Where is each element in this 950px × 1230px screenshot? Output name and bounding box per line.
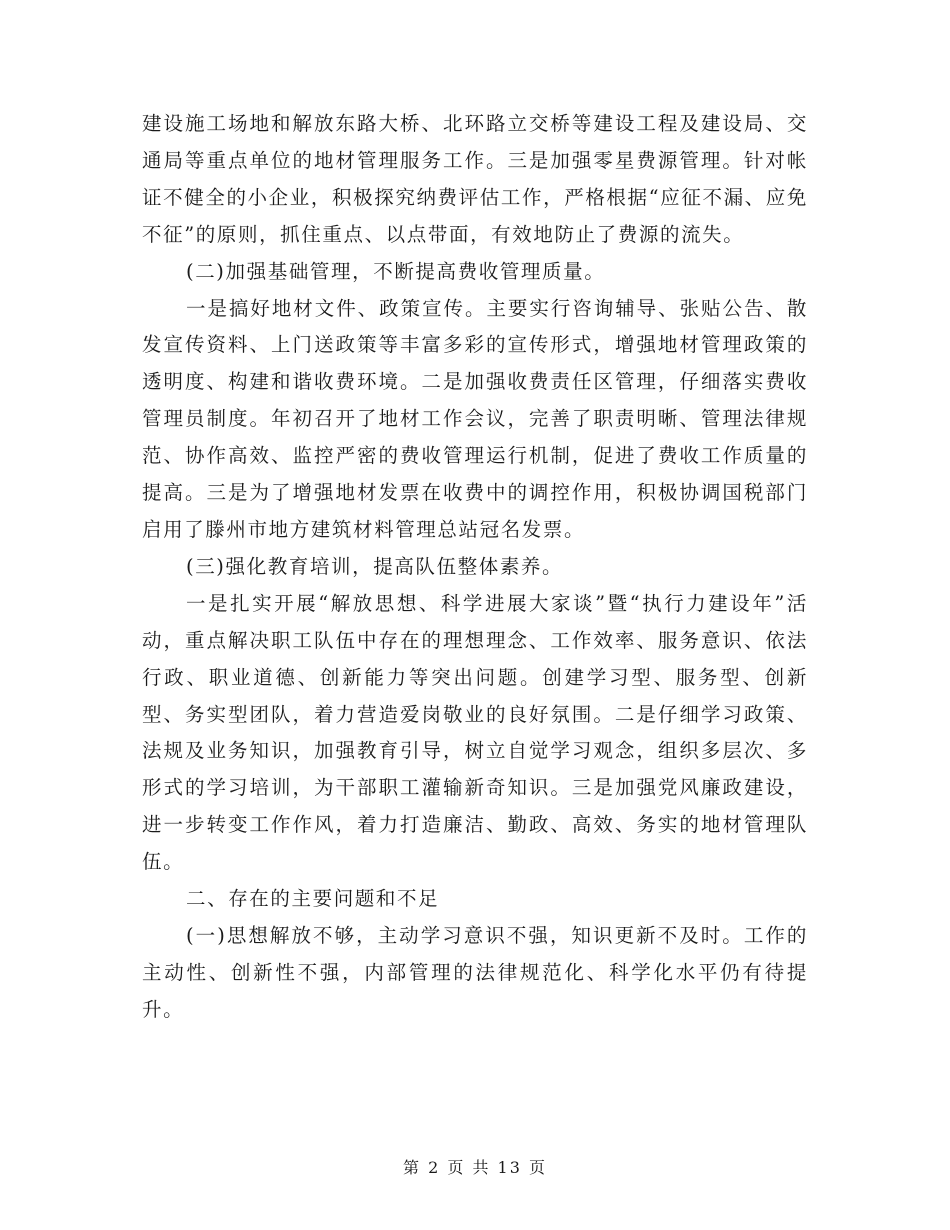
paragraph-basic-management: 一是搞好地材文件、政策宣传。主要实行咨询辅导、张贴公告、散发宣传资料、上门送政策等丰富多彩的宣传形式，增强地材管理政策的透明度、构建和谐收费环境。二是加强收费责任区管理，仔细落实费收管理员制度。年初召开了地材工作会议，完善了职责明晰、管理法律规范、协作高效、监控严密的费收管理运行机制，促进了费收工作质量的提高。三是为了增强地材发票在收费中的调控作用，积极协调国税部门启用了滕州市地方建筑材料管理总站冠名发票。 xyxy=(142,296,808,541)
section-heading-2: (二)加强基础管理，不断提高费收管理质量。 xyxy=(186,259,606,283)
paragraph-continuation: 建设施工场地和解放东路大桥、北环路立交桥等建设工程及建设局、交通局等重点单位的地材管理服务工作。三是加强零星费源管理。针对帐证不健全的小企业，积极探究纳费评估工作，严格根据“应征不漏、应免不征”的原则，抓住重点、以点带面，有效地防止了费源的流失。 xyxy=(142,112,808,246)
paragraph-education-training: 一是扎实开展“解放思想、科学进展大家谈”暨“执行力建设年”活动，重点解决职工队伍中存在的理想理念、工作效率、服务意识、依法行政、职业道德、创新能力等突出问题。创建学习型、服务型、创新型、务实型团队，着力营造爱岗敬业的良好氛围。二是仔细学习政策、法规及业务知识，加强教育引导，树立自觉学习观念，组织多层次、多形式的学习培训，为干部职工灌输新奇知识。三是加强党风廉政建设，进一步转变工作作风，着力打造廉洁、勤政、高效、务实的地材管理队伍。 xyxy=(142,591,808,874)
paragraph-problem-1: (一)思想解放不够，主动学习意识不强，知识更新不及时。工作的主动性、创新性不强，内部管理的法律规范化、科学化水平仍有待提升。 xyxy=(142,923,808,1021)
page-footer xyxy=(0,1155,950,1178)
page-label-mid: 页 共 xyxy=(447,1158,491,1177)
page-label-suffix: 页 xyxy=(529,1158,548,1177)
document-body xyxy=(142,106,808,1029)
page-label-prefix: 第 xyxy=(402,1158,421,1177)
page-total-number: 13 xyxy=(497,1158,522,1177)
section-heading-3: (三)强化教育培训，提高队伍整体素养。 xyxy=(186,554,564,578)
chapter-heading-problems: 二、存在的主要问题和不足 xyxy=(186,887,440,911)
page-current-number: 2 xyxy=(428,1158,441,1177)
